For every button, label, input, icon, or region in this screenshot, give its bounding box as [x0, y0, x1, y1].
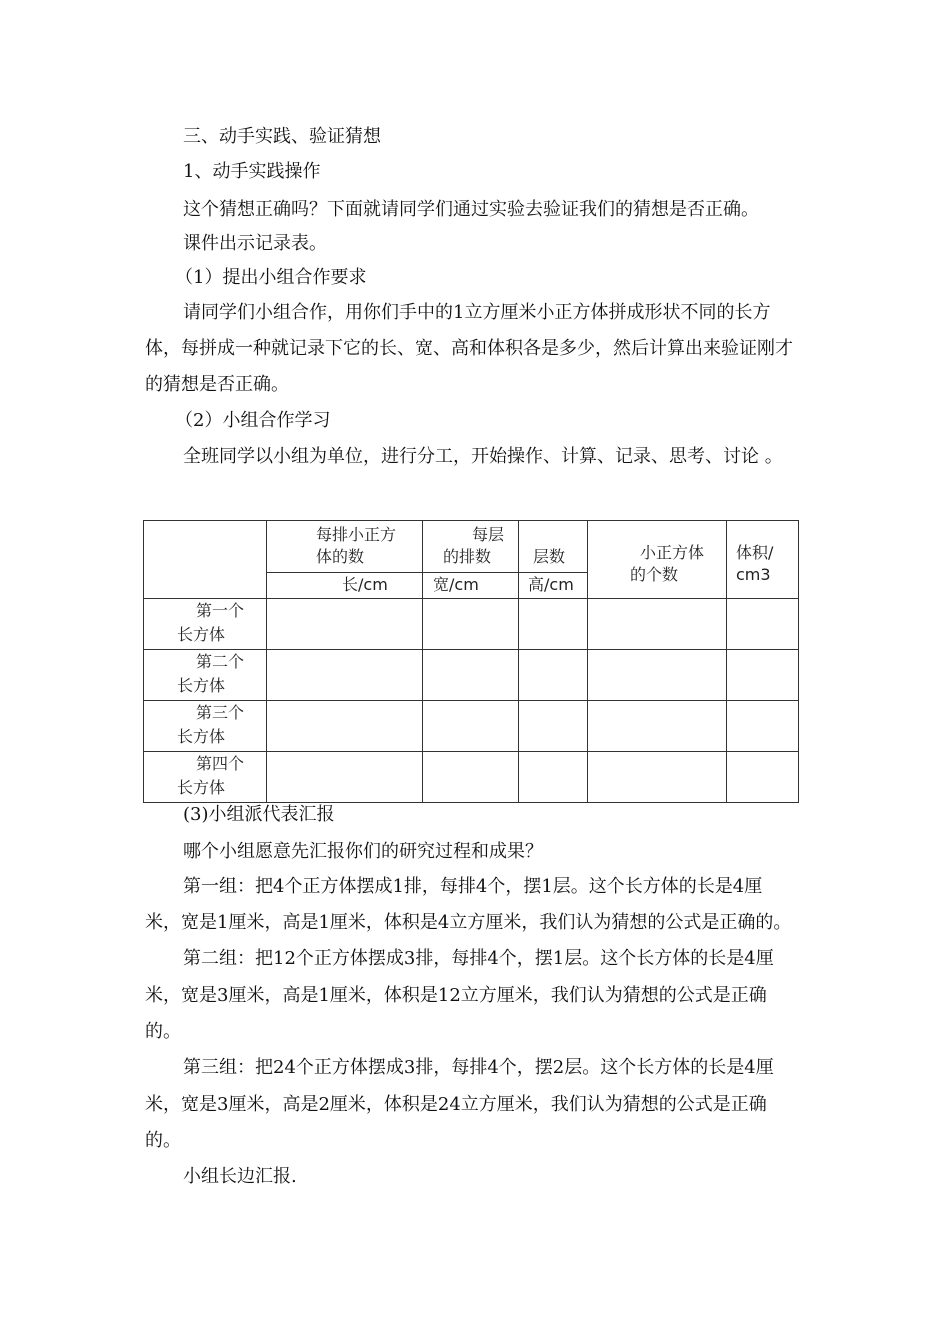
table-row: [144, 599, 799, 650]
header-col4-line2: 的个数: [630, 565, 679, 584]
group1-line-2: 米，宽是1厘米，高是1厘米，体积是4立方厘米，我们认为猜想的公式是正确的。: [145, 912, 792, 933]
row-label-line1: 第一个: [196, 601, 245, 620]
header-col5: [727, 521, 799, 599]
unit-height: 高/cm: [528, 575, 574, 594]
row-label: [144, 701, 267, 752]
step2-text: 全班同学以小组为单位，进行分工，开始操作、计算、记录、思考、讨论 。: [183, 446, 783, 467]
row-label-line1: 第四个: [196, 754, 245, 773]
show-table-text: 课件出示记录表。: [183, 233, 327, 254]
group2-line-2: 米，宽是3厘米，高是1厘米，体积是12立方厘米，我们认为猜想的公式是正确: [145, 985, 767, 1006]
volume-cell: [727, 650, 799, 701]
width-cell: [423, 650, 519, 701]
width-cell: [423, 599, 519, 650]
row-label-line2: 长方体: [177, 727, 226, 746]
unit-length-cell: [267, 573, 423, 599]
row-label: [144, 599, 267, 650]
table-row: [144, 650, 799, 701]
height-cell: [519, 701, 588, 752]
width-cell: [423, 701, 519, 752]
header-col2-line2: 的排数: [443, 547, 492, 566]
group1-line-1: 第一组：把4个正方体摆成1排，每排4个，摆1层。这个长方体的长是4厘: [183, 876, 763, 897]
group2-line-1: 第二组：把12个正方体摆成3排，每排4个，摆1层。这个长方体的长是4厘: [183, 948, 774, 969]
cube-count-cell: [588, 752, 727, 803]
group2-line-3: 的。: [145, 1021, 181, 1042]
volume-cell: [727, 701, 799, 752]
table-row: [144, 752, 799, 803]
row-label-line2: 长方体: [177, 676, 226, 695]
volume-cell: [727, 599, 799, 650]
row-label-line1: 第三个: [196, 703, 245, 722]
record-table: [143, 520, 799, 803]
height-cell: [519, 650, 588, 701]
length-cell: [267, 752, 423, 803]
header-col4-line1: 小正方体: [640, 543, 705, 562]
header-col1-line1: 每排小正方: [316, 525, 397, 544]
step1-line-2: 体，每拼成一种就记录下它的长、宽、高和体积各是多少，然后计算出来验证刚才: [145, 338, 793, 359]
intro-paragraph: 这个猜想正确吗？下面就请同学们通过实验去验证我们的猜想是否正确。: [183, 199, 759, 220]
step3-title: (3)小组派代表汇报: [183, 804, 335, 825]
group3-line-3: 的。: [145, 1130, 181, 1151]
row-label: [144, 752, 267, 803]
volume-cell: [727, 752, 799, 803]
step1-line-3: 的猜想是否正确。: [145, 374, 289, 395]
length-cell: [267, 599, 423, 650]
unit-height-cell: [519, 573, 588, 599]
height-cell: [519, 599, 588, 650]
group3-line-1: 第三组：把24个正方体摆成3排，每排4个，摆2层。这个长方体的长是4厘: [183, 1057, 774, 1078]
width-cell: [423, 752, 519, 803]
closing-text: 小组长边汇报.: [183, 1166, 297, 1187]
row-label-line2: 长方体: [177, 778, 226, 797]
group3-line-2: 米，宽是3厘米，高是2厘米，体积是24立方厘米，我们认为猜想的公式是正确: [145, 1094, 767, 1115]
table-row: [144, 701, 799, 752]
header-col4: [588, 521, 727, 599]
header-col2: [423, 521, 519, 573]
subsection-title: 1、动手实践操作: [183, 161, 321, 182]
row-label-line2: 长方体: [177, 625, 226, 644]
header-col3-label: 层数: [533, 547, 566, 566]
unit-width: 宽/cm: [433, 575, 479, 594]
step1-title: （1）提出小组合作要求: [175, 267, 367, 288]
header-col1-line2: 体的数: [316, 547, 365, 566]
section-title: 三、动手实践、验证猜想: [183, 126, 381, 147]
length-cell: [267, 701, 423, 752]
question-text: 哪个小组愿意先汇报你们的研究过程和成果？: [183, 841, 543, 862]
length-cell: [267, 650, 423, 701]
header-col5-line2: cm3: [736, 565, 771, 584]
height-cell: [519, 752, 588, 803]
unit-length: 长/cm: [342, 575, 388, 594]
cube-count-cell: [588, 650, 727, 701]
cube-count-cell: [588, 599, 727, 650]
table-header-row: [144, 521, 799, 573]
header-col1: [267, 521, 423, 573]
row-label-line1: 第二个: [196, 652, 245, 671]
header-col3: [519, 521, 588, 573]
header-col5-line1: 体积/: [736, 543, 774, 562]
unit-width-cell: [423, 573, 519, 599]
step2-title: （2）小组合作学习: [175, 410, 331, 431]
header-corner-cell: [144, 521, 267, 599]
row-label: [144, 650, 267, 701]
header-col2-line1: 每层: [472, 525, 505, 544]
cube-count-cell: [588, 701, 727, 752]
step1-line-1: 请同学们小组合作，用你们手中的1立方厘米小正方体拼成形状不同的长方: [183, 302, 771, 323]
